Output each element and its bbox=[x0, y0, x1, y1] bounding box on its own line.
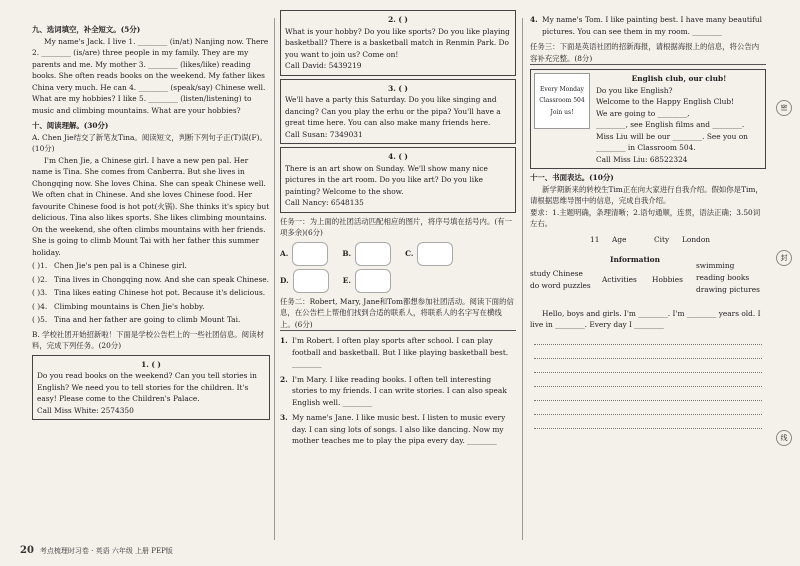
mind-map-node: Hobbies bbox=[652, 274, 683, 284]
writing-line[interactable] bbox=[534, 359, 762, 373]
writing-line[interactable] bbox=[534, 401, 762, 415]
statement-number: 4. bbox=[530, 15, 538, 24]
mind-map-node: reading books bbox=[696, 272, 750, 282]
mind-map-node: London bbox=[682, 234, 711, 244]
binding-margin-mark: 线 bbox=[776, 430, 792, 446]
notice-box-title[interactable]: 4. ( ) bbox=[388, 152, 408, 161]
mind-map-node: do word puzzles bbox=[530, 280, 591, 290]
palette-picture-icon bbox=[355, 269, 391, 293]
part-a-title: A. Chen Jie结交了新笔友Tina。阅读短文，判断下列句子正(T)误(F)。(10分) bbox=[32, 132, 267, 153]
picture-option-b bbox=[342, 242, 395, 266]
statement-text[interactable]: I'm Robert. I often play sports after school. I can play football and basketball. But I like playing basketball best. ________ bbox=[292, 336, 509, 368]
notice-box-call: Call Miss White: 2574350 bbox=[37, 405, 134, 415]
notice-box-call: Call David: 5439219 bbox=[285, 61, 362, 70]
task-3-instruction: 任务三：下面是英语社团的招新海报，请根据海报上的信息，将公告内容补充完整。(8分) bbox=[530, 41, 766, 65]
tf-item[interactable] bbox=[32, 301, 270, 313]
notice-box-1 bbox=[32, 355, 270, 421]
task-2-instruction: 任务二：Robert, Mary, Jane和Tom都想参加社团活动。阅读下面的信息，在公告栏上帮他们找到合适的联系人，将联系人的名字写在横线上。(6分) bbox=[280, 296, 516, 332]
tf-text: Tina lives in Chongqing now. And she can speak Chinese. bbox=[54, 274, 270, 284]
tf-text: Tina likes eating Chinese hot pot. Because it's delicious. bbox=[54, 288, 266, 297]
basketball-picture-icon bbox=[355, 242, 391, 266]
binding-margin-mark: 封 bbox=[776, 250, 792, 266]
section-9-title: 九、选词填空，补全短文。(5分) bbox=[32, 25, 141, 34]
picture-option-e bbox=[343, 269, 395, 293]
section-11-requirements: 要求：1.主题明确，条理清晰；2.语句通顺，连贯，语法正确；3.50词左右。 bbox=[530, 207, 761, 228]
picture-options-row bbox=[280, 242, 516, 266]
notice-box-text: There is an art show on Sunday. We'll show many nice pictures in the art room. Do you like art? Do you like painting? Welcome to the show. bbox=[285, 163, 488, 196]
task-1-instruction: 任务一：为上面的社团活动匹配相应的图片，将序号填在括号内。(有一项多余)(6分) bbox=[280, 216, 512, 237]
section-10-title: 十、阅读理解。(30分) bbox=[32, 121, 109, 130]
section-11-text: 新学期新来的转校生Tim正在向大家进行自我介绍。假如你是Tim，请根据思维导图中的信息，完成自我介绍。 bbox=[530, 184, 763, 205]
section-9-text: My name's Jack. I live 1. ________ (in/at) Nanjing now. There 2. ________ (is/are) three people in my family. They are my parents and me. My mother 3. ________ (likes/like) reading books. She often reads books on the weekend. My father likes China very much. He can 4. ________ (speak/say) Chinese well. What are my hobbies? I like 5. ________ (listen/listening) to music and climbing mountains. What are your hobbies? bbox=[32, 36, 269, 115]
mind-map-node: 11 bbox=[590, 234, 600, 244]
tf-text: Tina and her father are going to climb Mount Tai. bbox=[54, 315, 241, 324]
dancing-picture-icon bbox=[292, 242, 328, 266]
option-label: D. bbox=[280, 275, 289, 285]
option-label: C. bbox=[405, 248, 414, 258]
statement-number: 3. bbox=[280, 413, 288, 422]
part-b-title: B. 学校社团开始招新啦！下面是学校公告栏上的一些社团信息。阅读材料，完成下列任务。(20分) bbox=[32, 329, 264, 350]
notice-box-title[interactable]: 3. ( ) bbox=[388, 83, 408, 93]
picture-option-d bbox=[280, 269, 333, 293]
mind-map-center: Information bbox=[610, 254, 660, 264]
poster-image: Every Monday Classroom 504 Join us! bbox=[534, 73, 590, 129]
column-3 bbox=[530, 15, 766, 429]
club-poster bbox=[530, 69, 766, 169]
notice-box-title[interactable]: 1. ( ) bbox=[141, 359, 161, 369]
person-statement-4 bbox=[530, 14, 766, 37]
tf-item[interactable] bbox=[32, 287, 270, 299]
option-label: B. bbox=[342, 248, 352, 258]
writing-line[interactable] bbox=[534, 373, 762, 387]
writing-line[interactable] bbox=[534, 331, 762, 345]
writing-line[interactable] bbox=[534, 415, 762, 429]
binding-margin-mark: 密 bbox=[776, 100, 792, 116]
picture-option-a bbox=[280, 242, 332, 266]
poster-blank-line[interactable]: ________, see English films and ________. bbox=[596, 120, 745, 129]
section-11-title: 十一、书面表达。(10分) bbox=[530, 173, 614, 182]
mind-map bbox=[530, 234, 766, 304]
notice-box-text: What is your hobby? Do you like sports? Do you like playing basketball? There is a basketball match in Renmin Park. Do you want to join us? Come on! bbox=[285, 26, 510, 59]
writing-start[interactable]: Hello, boys and girls. I'm ________. I'm ________ years old. I live in ________. Every day I ________ bbox=[530, 308, 761, 329]
page-footer bbox=[20, 545, 173, 556]
option-label: E. bbox=[342, 275, 351, 285]
person-statement-2 bbox=[280, 374, 516, 409]
notice-box-title[interactable]: 2. ( ) bbox=[388, 15, 408, 24]
tf-item[interactable] bbox=[32, 314, 270, 326]
notice-box-call: Call Nancy: 6548135 bbox=[285, 198, 364, 207]
poster-welcome: Welcome to the Happy English Club! bbox=[596, 97, 735, 106]
statement-number: 1. bbox=[280, 336, 288, 345]
notice-box-2 bbox=[280, 10, 516, 76]
poster-question: Do you like English? bbox=[596, 85, 673, 95]
column-divider bbox=[274, 18, 275, 540]
mind-map-node: swimming bbox=[696, 260, 735, 270]
poster-call: Call Miss Liu: 68522324 bbox=[596, 154, 688, 164]
page-number: 20 bbox=[20, 545, 34, 556]
notice-box-4 bbox=[280, 147, 516, 213]
painting-picture-icon bbox=[417, 242, 453, 266]
statement-text[interactable]: My name's Tom. I like painting best. I have many beautiful pictures. You can see them in my room. ________ bbox=[542, 15, 763, 36]
notice-box-text: We'll have a party this Saturday. Do you like singing and dancing? Can you play the erhu or the pipa? You'll have a great time here. You can also make many friends here. bbox=[285, 95, 501, 127]
tf-number: ( )2. bbox=[32, 274, 48, 284]
notice-box-call: Call Susan: 7349031 bbox=[285, 129, 363, 139]
mind-map-node: study Chinese bbox=[530, 268, 583, 278]
option-label: A. bbox=[280, 248, 289, 258]
poster-title: English club, our club! bbox=[631, 74, 727, 83]
poster-blank-line[interactable]: Miss Liu will be our ________. See you on ________ in Classroom 504. bbox=[596, 131, 748, 152]
person-statement-1 bbox=[280, 335, 516, 370]
storytelling-picture-icon bbox=[293, 269, 329, 293]
mind-map-node: Age bbox=[612, 234, 627, 244]
picture-option-c bbox=[405, 242, 457, 266]
tf-number: ( )1. bbox=[32, 261, 48, 270]
part-a-passage: I'm Chen Jie, a Chinese girl. I have a new pen pal. Her name is Tina. She comes from Canberra. But she lives in Chongqing now. She loves China. She can speak Chinese well. We often chat in Chinese. And she loves Chinese food. Her favourite Chinese food is hot pot(火锅). She thinks it's spicy but delicious. Tina also likes sports. She likes climbing mountains. On the weekend, she often climbs mountains with her friends. She is going to climb Mount Tai with her father this summer holiday. bbox=[32, 155, 270, 257]
column-1 bbox=[32, 24, 270, 423]
notice-box-3 bbox=[280, 79, 516, 145]
tf-text: Climbing mountains is Chen Jie's hobby. bbox=[54, 301, 205, 311]
picture-options-row bbox=[280, 269, 516, 293]
column-divider bbox=[522, 18, 523, 540]
column-2 bbox=[280, 15, 516, 451]
statement-text[interactable]: My name's Jane. I like music best. I listen to music every day. I can sing lots of songs. I also like dancing. Now my mother teaches me to play the pipa every day. ________ bbox=[292, 413, 506, 445]
poster-blank-line[interactable]: We are going to ________, bbox=[596, 108, 690, 118]
tf-text: Chen Jie's pen pal is a Chinese girl. bbox=[54, 261, 187, 270]
writing-line[interactable] bbox=[534, 345, 762, 359]
statement-text[interactable]: I'm Mary. I like reading books. I often tell interesting stories to my friends. I can write stories. I can also speak English well. ________ bbox=[292, 374, 507, 407]
tf-item[interactable] bbox=[32, 260, 270, 272]
person-statement-3 bbox=[280, 412, 516, 447]
notice-box-text: Do you read books on the weekend? Can you tell stories in English? We need you to tell stories for the children. It's easy! Please come to the Children's Palace. bbox=[37, 371, 257, 403]
mind-map-node: City bbox=[654, 234, 670, 244]
statement-number: 2. bbox=[280, 374, 288, 384]
tf-number: ( )3. bbox=[32, 288, 48, 297]
tf-number: ( )5. bbox=[32, 315, 48, 324]
mind-map-node: Activities bbox=[602, 274, 637, 284]
tf-item[interactable] bbox=[32, 274, 270, 286]
footer-text: 考点梳理时习卷 · 英语 六年级 上册 PEP版 bbox=[39, 547, 173, 555]
tf-number: ( )4. bbox=[32, 301, 48, 311]
mind-map-node: drawing pictures bbox=[696, 284, 760, 294]
writing-line[interactable] bbox=[534, 387, 762, 401]
